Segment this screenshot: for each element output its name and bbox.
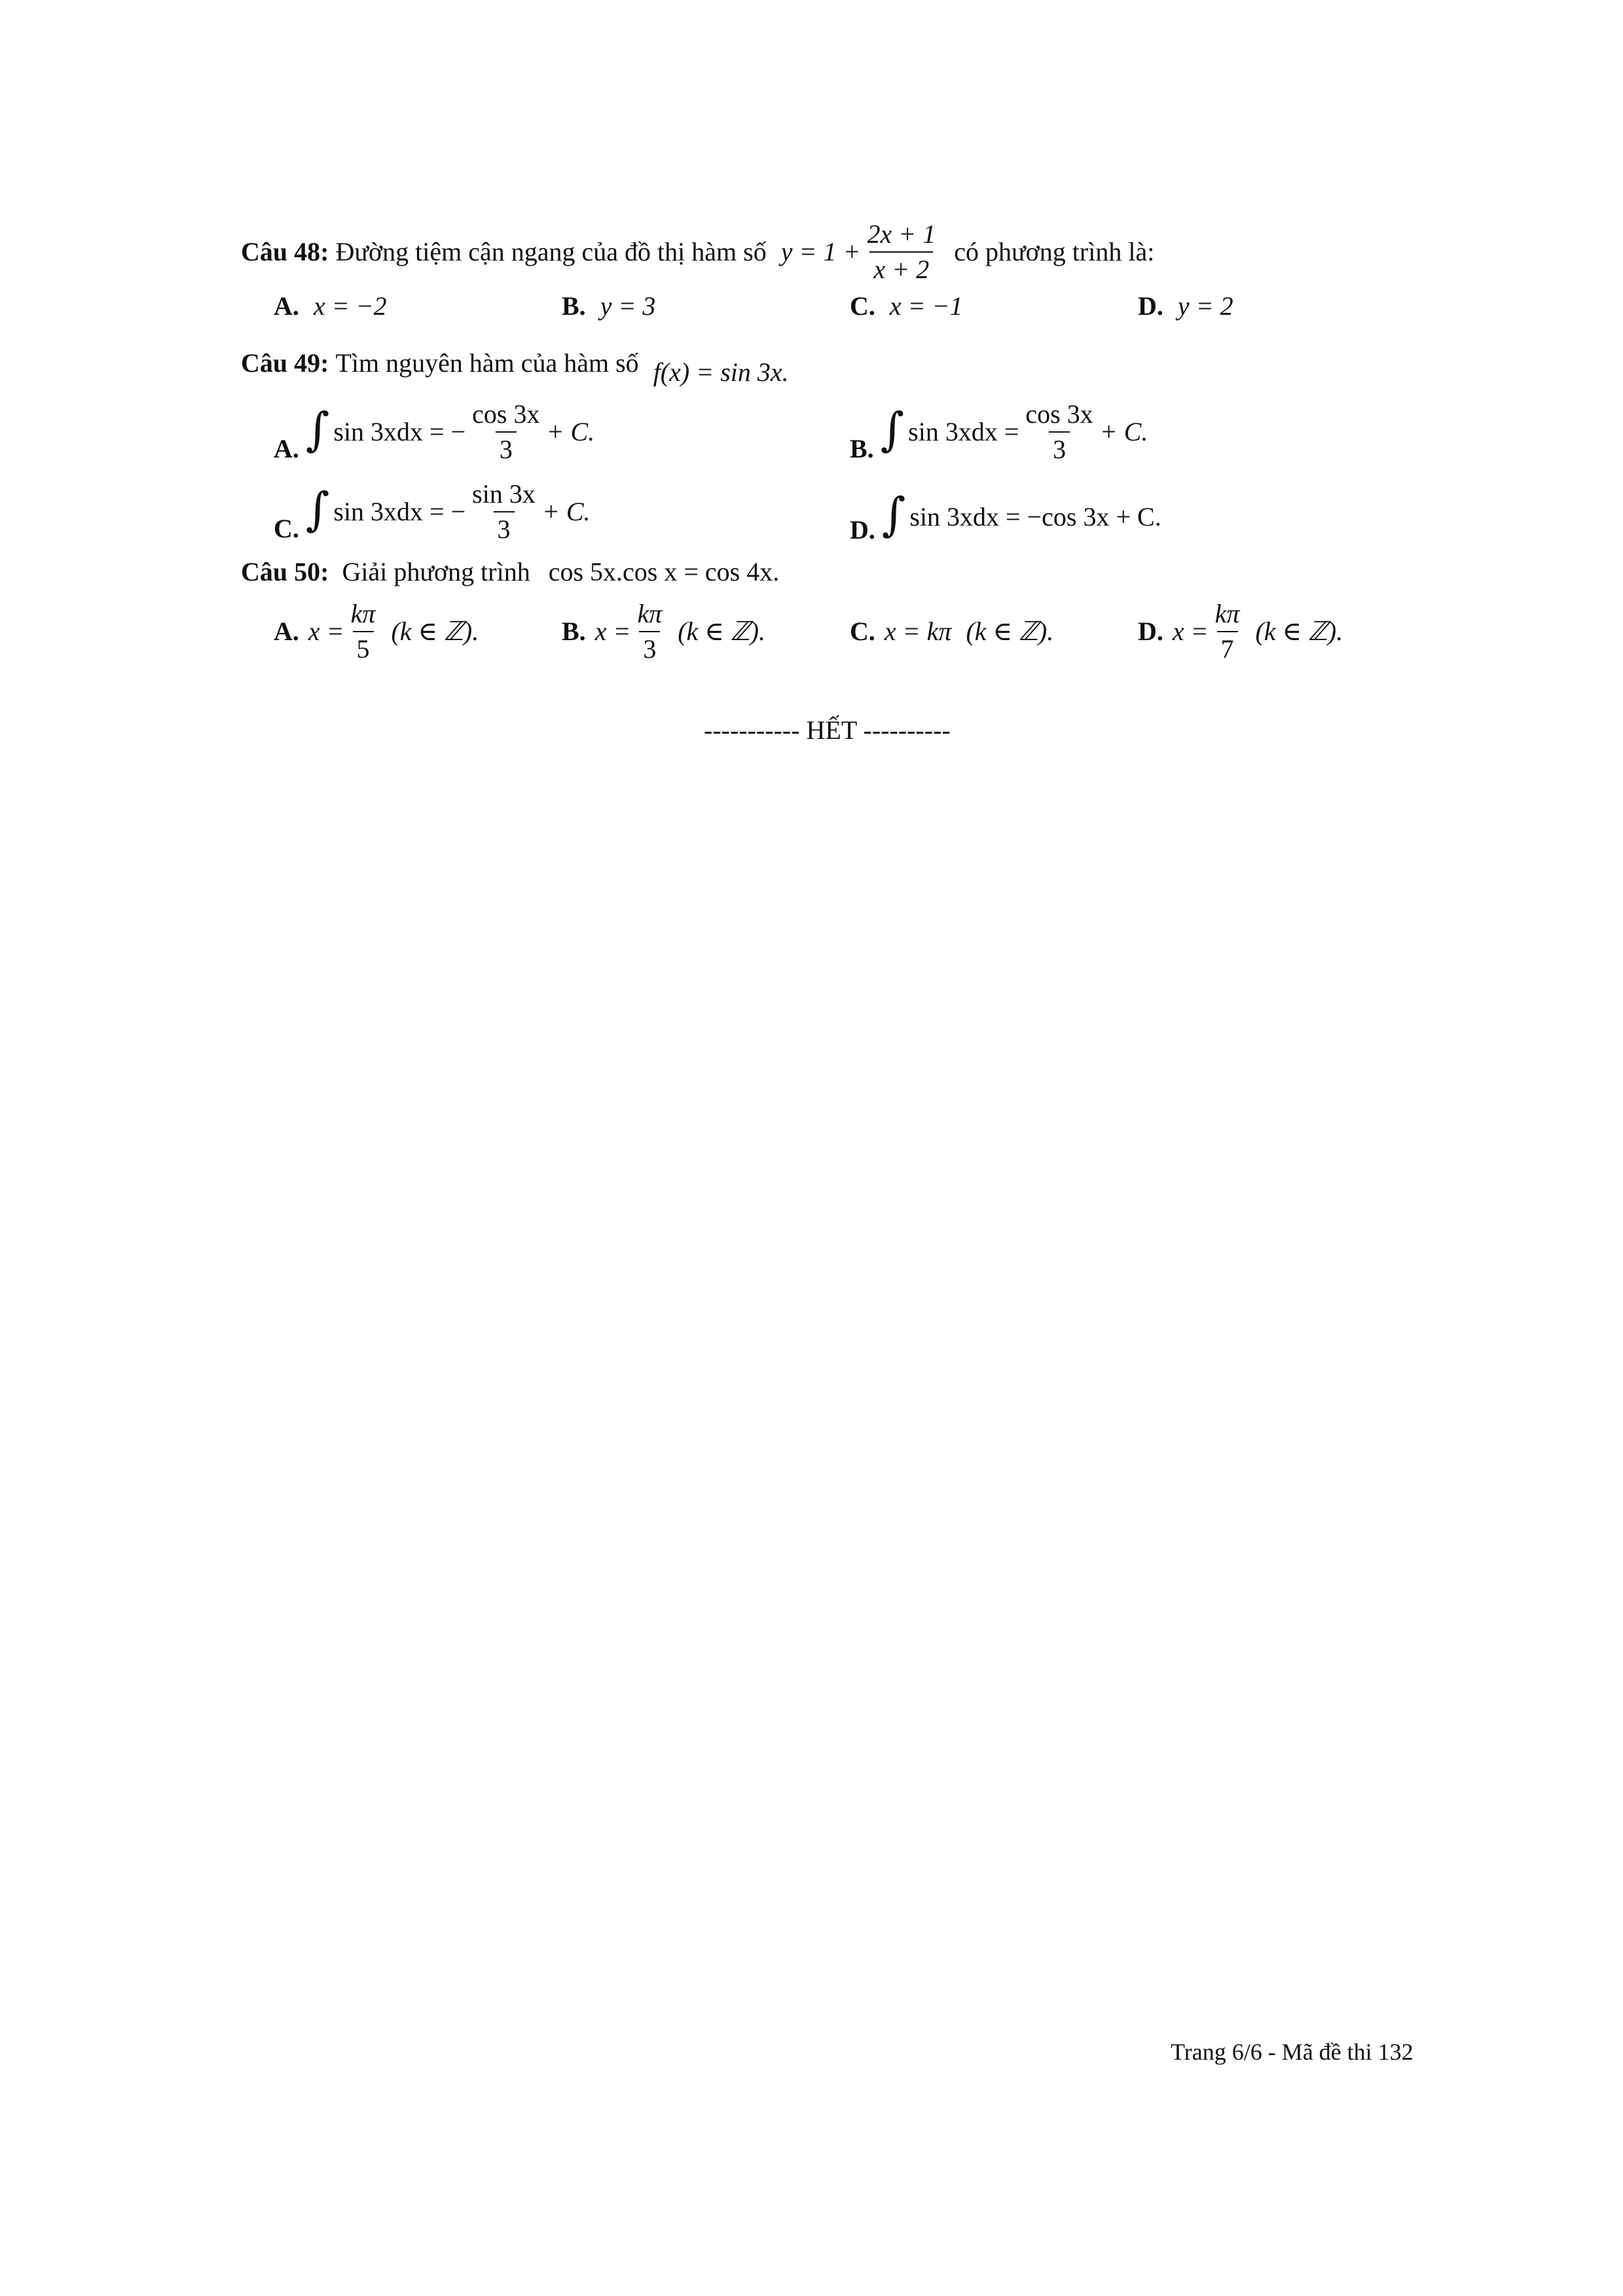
question-49-formula: f(x) = sin 3x. <box>653 357 789 387</box>
question-48-option-c <box>850 293 963 319</box>
option-tail: (k ∈ ℤ). <box>966 617 1054 646</box>
option-frac-num: kπ <box>1214 599 1240 628</box>
option-frac-den: 7 <box>1217 631 1238 662</box>
question-49-option-a <box>274 393 594 471</box>
option-label: D. <box>1138 291 1163 321</box>
question-48-text: Đường tiệm cận ngang của đồ thị hàm số <box>335 237 767 266</box>
question-50 <box>241 559 779 585</box>
option-label: B. <box>850 434 874 463</box>
integral-sign-icon: ∫ <box>880 403 905 456</box>
option-fraction <box>347 601 380 662</box>
question-48-frac-den: x + 2 <box>869 251 933 283</box>
option-integrand: sin 3xdx = − <box>333 417 466 446</box>
option-fraction <box>1211 601 1244 662</box>
option-lhs: x = <box>594 617 631 646</box>
option-content: x = −2 <box>313 291 387 321</box>
option-fraction <box>1021 401 1097 463</box>
question-50-option-d <box>1138 592 1343 671</box>
option-tail: (k ∈ ℤ). <box>391 617 479 646</box>
option-frac-num: kπ <box>350 599 376 628</box>
question-48-tail: có phương trình là: <box>954 237 1155 266</box>
option-label: D. <box>1138 617 1163 646</box>
option-content: x = −1 <box>889 291 963 321</box>
option-label: A. <box>274 434 299 463</box>
page-footer: Trang 6/6 - Mã đề thi 132 <box>1171 2039 1413 2065</box>
option-tail: + C. <box>1099 417 1148 446</box>
option-integrand: sin 3xdx = − <box>333 497 466 526</box>
question-48-option-b <box>562 293 655 319</box>
option-fraction <box>633 601 666 662</box>
option-frac-num: sin 3x <box>472 479 536 509</box>
integral-sign-icon: ∫ <box>881 488 906 541</box>
question-49-label: Câu 49: <box>241 348 329 378</box>
option-label: B. <box>562 291 586 321</box>
question-50-option-c <box>850 592 1053 671</box>
option-frac-den: 3 <box>1049 431 1070 463</box>
question-50-option-b <box>562 592 765 671</box>
option-content: y = 3 <box>600 291 656 321</box>
option-label: C. <box>850 291 875 321</box>
question-49 <box>241 340 789 386</box>
option-integrand: sin 3xdx = −cos 3x + C. <box>909 502 1161 531</box>
option-frac-den: 3 <box>639 631 660 662</box>
option-tail: + C. <box>546 417 595 446</box>
question-48-frac-num: 2x + 1 <box>867 219 936 249</box>
option-label: A. <box>274 291 299 321</box>
question-48-option-d <box>1138 293 1233 319</box>
option-content: y = 2 <box>1177 291 1233 321</box>
question-49-option-b <box>850 393 1148 471</box>
question-48 <box>241 216 1154 288</box>
option-fraction <box>468 401 543 463</box>
question-50-option-a <box>274 592 479 671</box>
option-frac-num: kπ <box>637 599 663 628</box>
option-lhs: x = <box>1172 617 1209 646</box>
option-tail: (k ∈ ℤ). <box>678 617 766 646</box>
question-49-option-d <box>850 484 1161 550</box>
question-48-option-a <box>274 293 387 319</box>
option-frac-den: 3 <box>496 431 517 463</box>
option-tail: + C. <box>541 497 591 526</box>
option-frac-num: cos 3x <box>472 399 540 429</box>
question-50-label: Câu 50: <box>241 557 329 586</box>
option-integrand: sin 3xdx = <box>908 417 1019 446</box>
end-marker: ----------- HẾT ---------- <box>704 715 951 745</box>
option-frac-den: 3 <box>494 511 515 543</box>
option-fraction <box>468 481 539 543</box>
question-48-fraction <box>863 221 939 283</box>
option-label: C. <box>850 617 875 646</box>
option-label: D. <box>850 515 875 545</box>
question-50-formula: cos 5x.cos x = cos 4x. <box>548 557 780 586</box>
question-48-formula-lhs: y = 1 + <box>780 237 861 266</box>
integral-sign-icon: ∫ <box>305 482 330 536</box>
option-lhs: x = kπ <box>884 617 952 646</box>
question-49-option-c <box>274 473 591 551</box>
option-frac-den: 5 <box>353 631 374 662</box>
option-label: B. <box>562 617 586 646</box>
option-tail: (k ∈ ℤ). <box>1255 617 1343 646</box>
option-frac-num: cos 3x <box>1025 399 1093 429</box>
option-lhs: x = <box>308 617 344 646</box>
question-50-text: Giải phương trình <box>342 557 530 586</box>
option-label: C. <box>274 514 299 543</box>
integral-sign-icon: ∫ <box>305 403 330 456</box>
question-49-text: Tìm nguyên hàm của hàm số <box>335 348 639 378</box>
option-label: A. <box>274 617 299 646</box>
question-48-label: Câu 48: <box>241 237 329 266</box>
